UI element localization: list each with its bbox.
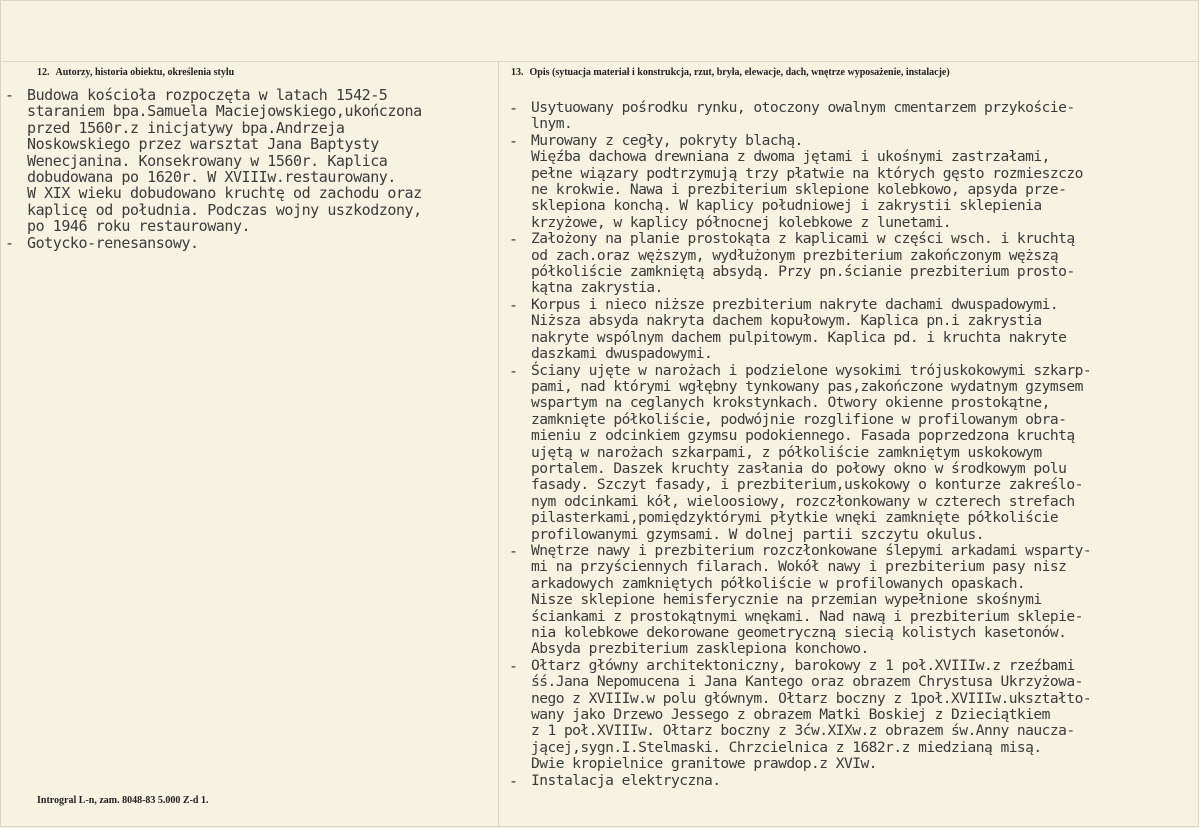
bullet-dash: - [509, 99, 519, 117]
bullet-dash: - [509, 131, 519, 150]
text-line: półkoliście zamkniętą absydą. Przy pn.ścianie prezbiterium prosto- [531, 263, 1075, 281]
bullet-dash: - [509, 361, 519, 380]
section-13-heading [511, 67, 950, 78]
text-line: wany jako Drzewo Jessego z obrazem Matki Boskiej z Dzieciątkiem [531, 706, 1050, 724]
text-line: Budowa kościoła rozpoczęta w latach 1542-5 [27, 86, 388, 104]
text-line: staraniem bpa.Samuela Maciejowskiego,ukończona [27, 102, 422, 121]
description-entry [509, 231, 1199, 297]
entry-text [27, 235, 495, 251]
description-entry [509, 297, 1199, 363]
text-line: pilasterkami,pomiędzyktórymi płytkie wnęki zamknięte półkoliście [531, 509, 1059, 527]
bullet-dash: - [509, 230, 519, 249]
text-line: portalem. Daszek kruchty zasłania do połowy okno w środkowym polu [531, 459, 1067, 477]
history-column [5, 87, 495, 251]
text-line: mieniu z odcinkiem gzymsu podokiennego. Fasada poprzedzona kruchtą [531, 427, 1075, 445]
column-divider [498, 61, 499, 828]
entry-text [531, 133, 1199, 231]
header-rule [1, 61, 1199, 62]
text-line: z 1 poł.XVIIIw. Ołtarz boczny z 3ćw.XIXw.z obrazem św.Anny naucza- [531, 722, 1075, 740]
text-line: Korpus i nieco niższe prezbiterium nakryte dachami dwuspadowymi. [531, 295, 1059, 313]
text-line: pełne wiązary podtrzymują trzy płatwie na których gęsto rozmieszczo [531, 164, 1083, 182]
text-line: śś.Jana Nepomucena i Jana Kantego oraz obrazem Chrystusa Ukrzyżowa- [531, 673, 1083, 691]
entry-text [531, 231, 1199, 297]
bullet-dash: - [509, 771, 519, 790]
text-line: Dwie kropielnice granitowe prawdop.z XVIw. [531, 755, 877, 773]
text-line: W XIX wieku dobudowano kruchtę od zachodu oraz [27, 184, 422, 203]
text-line: Noskowskiego przez warsztat Jana Baptysty [27, 135, 379, 154]
print-footer: Introgral L-n, zam. 8048-83 5.000 Z-d 1. [37, 795, 209, 806]
text-line: nia kolebkowe dekorowane geometryczną siecią kolistych kasetonów. [531, 624, 1067, 641]
text-line: Nisze sklepione hemisferycznie na przemian wypełnione skośnymi [531, 591, 1042, 609]
bullet-dash: - [5, 233, 15, 252]
text-line: Gotycko-renesansowy. [27, 233, 199, 252]
description-entry [509, 363, 1199, 543]
bullet-dash: - [509, 656, 519, 675]
text-line: wspartym na ceglanych krokstynkach. Otwory okienne prostokątne, [531, 394, 1050, 412]
text-line: jącej,sygn.I.Stelmaski. Chrzcielnica z 1682r.z miedzianą misą. [531, 738, 1042, 756]
text-line: ne krokwie. Nawa i prezbiterium sklepione kolebkowo, apsyda prze- [531, 181, 1067, 199]
section-12-number: 12. [37, 67, 50, 78]
entry-text [531, 363, 1199, 543]
text-line: kątna zakrystia. [531, 279, 663, 297]
description-entry [509, 133, 1199, 231]
entry-text [531, 773, 1199, 789]
section-12-heading [37, 67, 234, 78]
text-line: Wnętrze nawy i prezbiterium rozczłonkowane ślepymi arkadami wsparty- [531, 541, 1092, 559]
text-line: Murowany z cegły, pokryty blachą. [531, 131, 803, 149]
text-line: dobudowana po 1620r. W XVIIIw.restaurowany. [27, 168, 396, 187]
text-line: nego z XVIIIw.w polu głównym. Ołtarz boczny z 1poł.XVIIIw.ukształto- [531, 689, 1092, 707]
text-line: Niższa absyda nakryta dachem kopułowym. Kaplica pn.i zakrystia [531, 312, 1042, 330]
section-13-number: 13. [511, 67, 524, 78]
text-line: kaplicę od południa. Podczas wojny uszkodzony, [27, 200, 422, 219]
section-13-title: Opis (sytuacja materiał i konstrukcja, rzut, bryła, elewacje, dach, wnętrze wyposażenie, instalacje) [529, 67, 950, 78]
entry-text [27, 87, 495, 235]
description-entry [509, 773, 1199, 789]
section-12-title: Autorzy, historia obiektu, określenia stylu [55, 67, 235, 78]
text-line: nym odcinkami kół, wieloosiowy, rozczłonkowany w czterech strefach [531, 492, 1075, 510]
entry-text [531, 658, 1199, 773]
text-line: Instalacja elektryczna. [531, 771, 721, 789]
text-line: Wenecjanina. Konsekrowany w 1560r. Kaplica [27, 151, 388, 170]
text-line: profilowanymi gzymsami. W dolnej partii szczytu okulus. [531, 525, 984, 543]
text-line: nakryte wspólnym dachem pulpitowym. Kaplica pd. i kruchta nakryte [531, 328, 1067, 346]
text-line: ściankami z prostokątnymi wnękami. Nad nawą i prezbiterium sklepie- [531, 607, 1083, 625]
text-line: Usytuowany pośrodku rynku, otoczony owalnym cmentarzem przykoście- [531, 99, 1075, 116]
text-line: Założony na planie prostokąta z kaplicami w części wsch. i kruchtą [531, 230, 1075, 248]
text-line: przed 1560r.z inicjatywy bpa.Andrzeja [27, 118, 345, 137]
text-line: Więźba dachowa drewniana z dwoma jętami i ukośnymi zastrzałami, [531, 148, 1050, 166]
description-entry [509, 100, 1199, 133]
text-line: po 1946 roku restaurowany. [27, 217, 251, 236]
entry-text [531, 100, 1199, 133]
text-line: pami, nad którymi wgłębny tynkowany pas,zakończone wydatnym gzymsem [531, 377, 1083, 395]
text-line: mi na przyściennych filarach. Wokół nawy i prezbiterium pasy nisz [531, 558, 1067, 576]
text-line: Ściany ujęte w narożach i podzielone wysokimi trójuskokowymi szkarp- [531, 361, 1092, 379]
bullet-dash: - [5, 86, 15, 104]
text-line: Ołtarz główny architektoniczny, barokowy z 1 poł.XVIIIw.z rzeźbami [531, 656, 1075, 674]
text-line: daszkami dwuspadowymi. [531, 345, 713, 363]
bullet-dash: - [509, 541, 519, 560]
description-column [509, 100, 1199, 789]
text-line: od zach.oraz węższym, wydłużonym prezbiterium zakończonym węższą [531, 246, 1059, 264]
text-line: zamknięte półkoliście, podwójnie rozglifione w profilowanym obra- [531, 410, 1067, 428]
bullet-dash: - [509, 295, 519, 314]
description-entry [509, 543, 1199, 658]
text-line: arkadowych zamkniętych półkoliście w profilowanych opaskach. [531, 574, 1026, 592]
text-line: lnym. [531, 115, 573, 133]
description-entry [509, 658, 1199, 773]
text-line: krzyżowe, w kaplicy północnej kolebkowe z lunetami. [531, 213, 952, 231]
description-entry [5, 87, 495, 235]
text-line: sklepiona konchą. W kaplicy południowej i zakrystii sklepienia [531, 197, 1042, 215]
text-line: ujętą w narożach szkarpami, z półkoliście zamkniętym uskokowym [531, 443, 1042, 461]
entry-text [531, 297, 1199, 363]
description-entry [5, 235, 495, 251]
text-line: Absyda prezbiterium zasklepiona konchowo. [531, 640, 869, 658]
text-line: fasady. Szczyt fasady, i prezbiterium,uskokowy o konturze zakreślo- [531, 476, 1083, 494]
entry-text [531, 543, 1199, 658]
